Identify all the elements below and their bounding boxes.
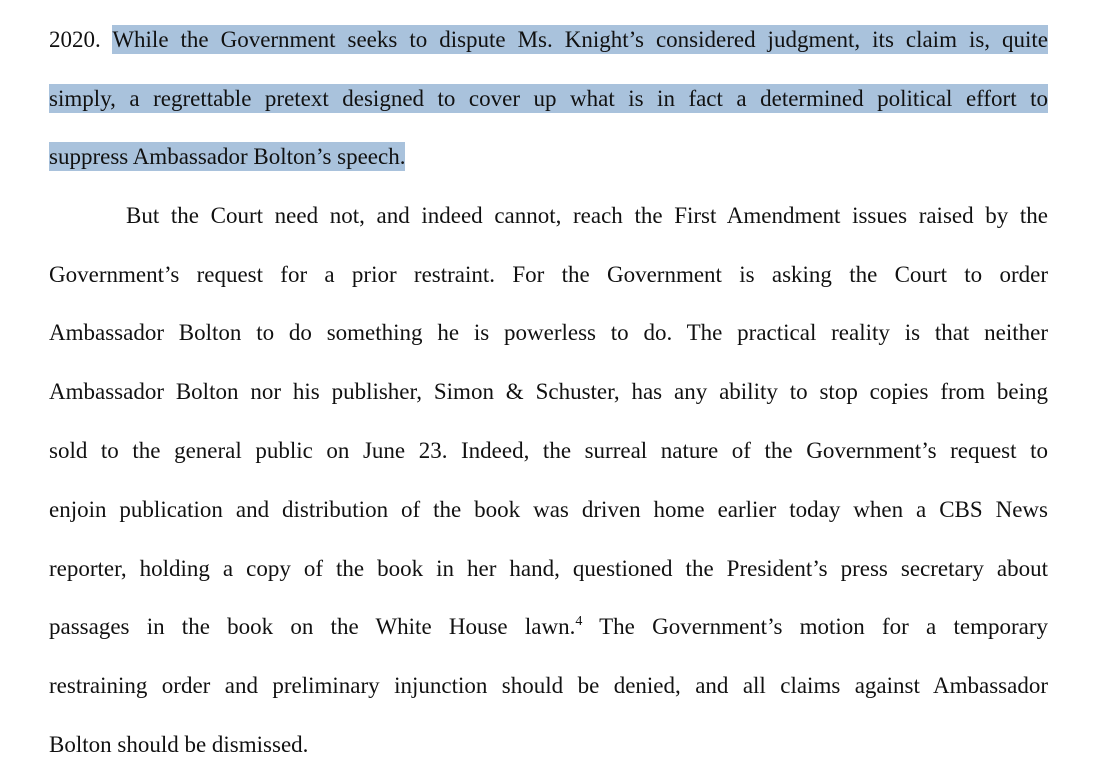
text-line xyxy=(49,729,1048,761)
line-text: passages in the book on the White House lawn. xyxy=(49,614,576,639)
line-text: But the Court need not, and indeed cannot, reach the First Amendment issues raised by the xyxy=(126,203,1048,228)
text-line xyxy=(49,611,1048,643)
highlighted-text[interactable]: simply, a regrettable pretext designed to cover up what is in fact a determined political effort to xyxy=(49,86,1048,111)
text-line xyxy=(49,259,1048,291)
line-text-continued: The Government’s motion for a temporary xyxy=(582,614,1048,639)
line-text: restraining order and preliminary injunction should be denied, and all claims against Ambassador xyxy=(49,673,1048,698)
text-line xyxy=(49,376,1048,408)
text-line xyxy=(49,83,1048,115)
text-line xyxy=(49,141,1048,173)
text-line xyxy=(49,553,1048,585)
line-lead-text: 2020. xyxy=(49,27,113,52)
highlighted-text[interactable]: suppress Ambassador Bolton’s speech. xyxy=(49,144,406,169)
line-text: Ambassador Bolton nor his publisher, Simon & Schuster, has any ability to stop copies from being xyxy=(49,379,1048,404)
line-text: Bolton should be dismissed. xyxy=(49,732,309,757)
footnote-reference[interactable]: 4 xyxy=(575,614,583,629)
text-line xyxy=(49,435,1048,467)
highlighted-text[interactable]: While the Government seeks to dispute Ms. Knight’s considered judgment, its claim is, quite xyxy=(112,27,1048,52)
line-text: Ambassador Bolton to do something he is powerless to do. The practical reality is that neither xyxy=(49,320,1048,345)
line-text: Government’s request for a prior restraint. For the Government is asking the Court to order xyxy=(49,262,1048,287)
line-text: enjoin publication and distribution of the book was driven home earlier today when a CBS News xyxy=(49,497,1048,522)
line-text: sold to the general public on June 23. Indeed, the surreal nature of the Government’s request to xyxy=(49,438,1048,463)
text-line xyxy=(49,317,1048,349)
text-line xyxy=(49,24,1048,56)
text-line xyxy=(49,670,1048,702)
text-line xyxy=(49,494,1048,526)
line-text: reporter, holding a copy of the book in her hand, questioned the President’s press secretary about xyxy=(49,556,1048,581)
paragraph-first-line xyxy=(49,200,1048,232)
